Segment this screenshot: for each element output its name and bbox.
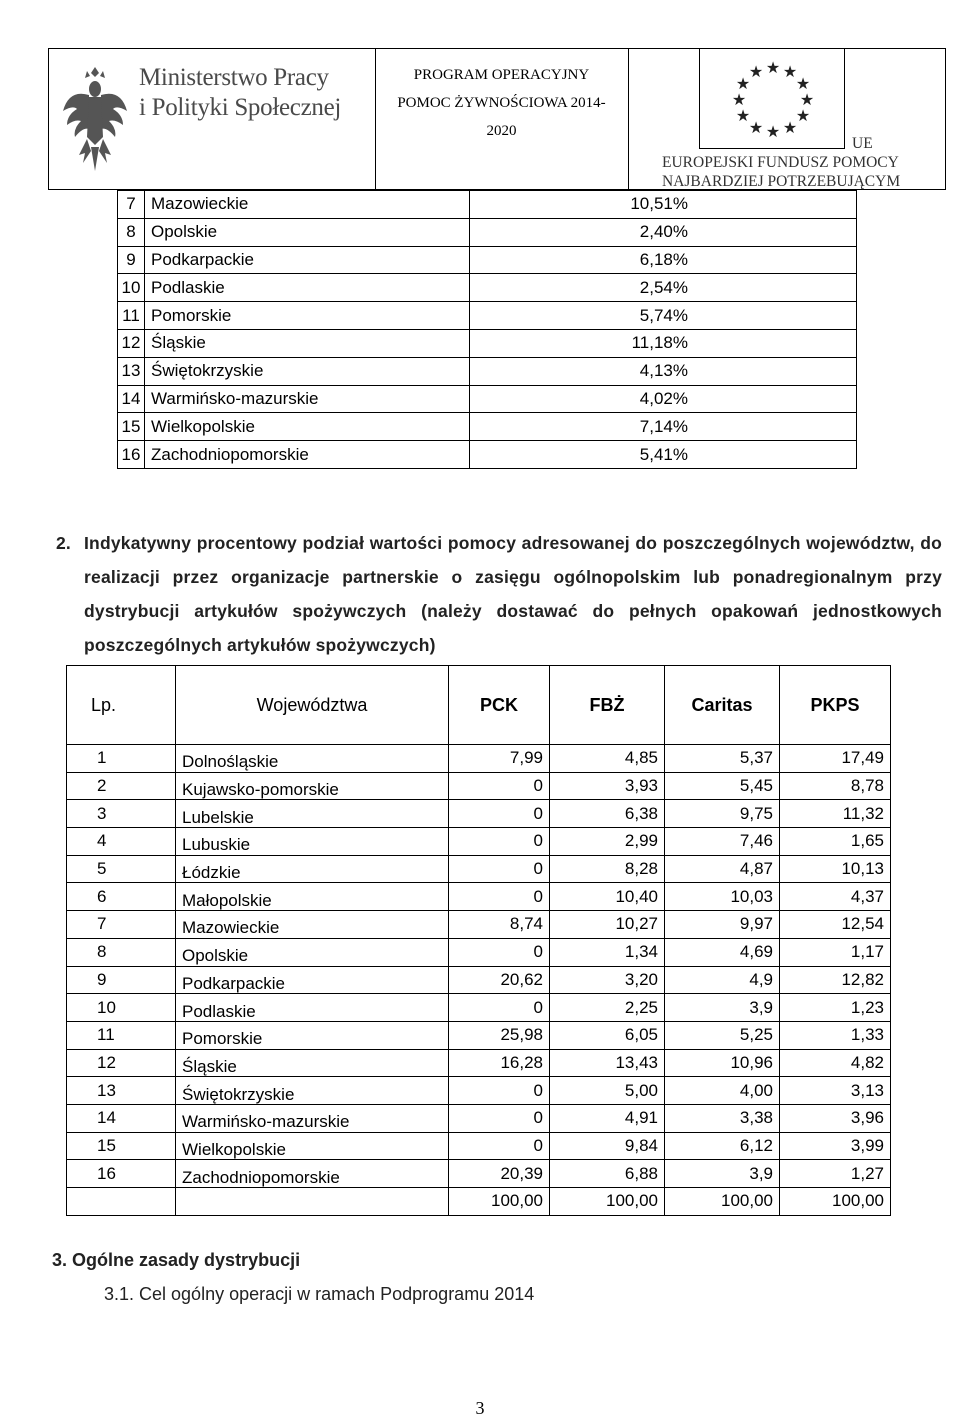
- col-header-region: Województwa: [176, 666, 449, 745]
- row-number: 13: [118, 357, 145, 385]
- value-caritas: 9,97: [665, 911, 780, 939]
- row-number: 12: [118, 329, 145, 357]
- value-pkps: 3,96: [780, 1104, 891, 1132]
- table-regions-percent: [117, 190, 857, 469]
- section-2-number: 2.: [56, 533, 71, 553]
- region-name-text: Małopolskie: [182, 890, 272, 910]
- table-row: [67, 828, 891, 856]
- region-name: Warmińsko-mazurskie: [145, 385, 470, 413]
- value-pkps: 10,13: [780, 855, 891, 883]
- col-header-fbz: FBŻ: [550, 666, 665, 745]
- region-name: [176, 1160, 449, 1188]
- value-fbz: 6,05: [550, 1021, 665, 1049]
- table-row: [67, 994, 891, 1022]
- table-row: [67, 1104, 891, 1132]
- region-name-text: Kujawsko-pomorskie: [182, 780, 339, 800]
- region-name-text: Śląskie: [182, 1056, 237, 1076]
- table-row: [67, 800, 891, 828]
- value-pkps: 4,82: [780, 1049, 891, 1077]
- value-pkps: 17,49: [780, 745, 891, 773]
- region-name: Wielkopolskie: [145, 413, 470, 441]
- table-row: [118, 274, 857, 302]
- row-number: 4: [67, 828, 176, 856]
- region-name-text: Pomorskie: [182, 1029, 263, 1049]
- total-pck: 100,00: [449, 1188, 550, 1216]
- svg-text:★: ★: [735, 74, 751, 93]
- region-name: [176, 772, 449, 800]
- row-number: 10: [118, 274, 145, 302]
- ministry-name: [139, 63, 341, 123]
- section-2-text: Indykatywny procentowy podział wartości pomocy adresowanej do poszczególnych województw, do realizacji przez organizacje partnerskie o zasięgu ogólnopolskim lub ponadregionalnym przy dystrybucji artykułów spożywczych (należy dostawać do pełnych opakowań jednostkowych poszczególnych artykułów spożywczych): [84, 533, 942, 655]
- value-caritas: 7,46: [665, 828, 780, 856]
- value-pkps: 1,33: [780, 1021, 891, 1049]
- region-name: Opolskie: [145, 218, 470, 246]
- value-caritas: 10,96: [665, 1049, 780, 1077]
- value-pck: 0: [449, 938, 550, 966]
- table-row: [118, 357, 857, 385]
- row-number: 11: [67, 1021, 176, 1049]
- svg-text:★: ★: [748, 118, 764, 137]
- table-row: [67, 745, 891, 773]
- value-pkps: 1,65: [780, 828, 891, 856]
- value-pck: 20,62: [449, 966, 550, 994]
- row-number: 2: [67, 772, 176, 800]
- row-number: 16: [67, 1160, 176, 1188]
- value-fbz: 6,38: [550, 800, 665, 828]
- region-percent: 7,14%: [470, 413, 857, 441]
- region-name-text: Dolnośląskie: [182, 752, 279, 772]
- region-percent: 5,74%: [470, 302, 857, 330]
- svg-text:★: ★: [795, 74, 811, 93]
- value-pkps: 11,32: [780, 800, 891, 828]
- table-row: [67, 1077, 891, 1105]
- totals-empty-region: [176, 1188, 449, 1216]
- svg-text:★: ★: [795, 106, 811, 125]
- value-caritas: 6,12: [665, 1132, 780, 1160]
- table-row: [67, 938, 891, 966]
- value-caritas: 4,9: [665, 966, 780, 994]
- svg-text:★: ★: [782, 62, 798, 81]
- value-caritas: 4,00: [665, 1077, 780, 1105]
- total-fbz: 100,00: [550, 1188, 665, 1216]
- value-caritas: 10,03: [665, 883, 780, 911]
- region-name-text: Mazowieckie: [182, 918, 280, 938]
- program-line-1: PROGRAM OPERACYJNY: [413, 67, 590, 83]
- value-pkps: 12,54: [780, 911, 891, 939]
- region-name: [176, 1021, 449, 1049]
- row-number: 8: [118, 218, 145, 246]
- region-percent: 11,18%: [470, 329, 857, 357]
- region-name: [176, 938, 449, 966]
- value-fbz: 3,93: [550, 772, 665, 800]
- table-header: [67, 666, 891, 745]
- value-caritas: 5,45: [665, 772, 780, 800]
- region-percent: 2,54%: [470, 274, 857, 302]
- value-caritas: 5,37: [665, 745, 780, 773]
- polish-eagle-icon: [59, 59, 131, 177]
- row-number: 8: [67, 938, 176, 966]
- value-pkps: 1,27: [780, 1160, 891, 1188]
- table-header-row: [67, 666, 891, 745]
- region-percent: 2,40%: [470, 218, 857, 246]
- value-caritas: 9,75: [665, 800, 780, 828]
- table-row: [67, 855, 891, 883]
- value-fbz: 1,34: [550, 938, 665, 966]
- value-pck: 0: [449, 1132, 550, 1160]
- region-name: [176, 828, 449, 856]
- section-2-paragraph: [56, 526, 942, 662]
- region-percent: 4,13%: [470, 357, 857, 385]
- region-name: Podlaskie: [145, 274, 470, 302]
- value-pck: 0: [449, 1077, 550, 1105]
- region-name: [176, 855, 449, 883]
- table-row: [118, 441, 857, 469]
- value-caritas: 3,9: [665, 1160, 780, 1188]
- eu-fund-text: [662, 134, 900, 191]
- region-name: [176, 800, 449, 828]
- table-row: [67, 883, 891, 911]
- value-pkps: 8,78: [780, 772, 891, 800]
- row-number: 3: [67, 800, 176, 828]
- totals-row: [67, 1188, 891, 1216]
- value-fbz: 2,99: [550, 828, 665, 856]
- table-row: [67, 1021, 891, 1049]
- value-fbz: 6,88: [550, 1160, 665, 1188]
- value-pkps: 1,23: [780, 994, 891, 1022]
- total-caritas: 100,00: [665, 1188, 780, 1216]
- value-pck: 0: [449, 994, 550, 1022]
- ministry-line-1: Ministerstwo Pracy: [139, 64, 329, 91]
- region-name: [176, 1077, 449, 1105]
- total-pkps: 100,00: [780, 1188, 891, 1216]
- col-header-caritas: Caritas: [665, 666, 780, 745]
- value-pck: 0: [449, 828, 550, 856]
- program-line-3: 2020: [486, 123, 517, 139]
- svg-text:★: ★: [765, 58, 781, 77]
- value-pkps: 12,82: [780, 966, 891, 994]
- value-fbz: 3,20: [550, 966, 665, 994]
- table-row: [67, 966, 891, 994]
- region-name: [176, 1049, 449, 1077]
- region-percent: 6,18%: [470, 246, 857, 274]
- value-pkps: 3,99: [780, 1132, 891, 1160]
- region-name-text: Podlaskie: [182, 1001, 256, 1021]
- row-number: 9: [118, 246, 145, 274]
- value-pkps: 4,37: [780, 883, 891, 911]
- region-name: [176, 1104, 449, 1132]
- row-number: 16: [118, 441, 145, 469]
- value-pck: 20,39: [449, 1160, 550, 1188]
- region-name-text: Lubelskie: [182, 807, 254, 827]
- table-row: [118, 246, 857, 274]
- region-name: Zachodniopomorskie: [145, 441, 470, 469]
- value-fbz: 8,28: [550, 855, 665, 883]
- col-header-pkps: PKPS: [780, 666, 891, 745]
- table-row: [118, 385, 857, 413]
- value-pck: 0: [449, 800, 550, 828]
- table-regions-percent-body: [118, 191, 857, 469]
- table-row: [118, 218, 857, 246]
- region-name: [176, 966, 449, 994]
- program-line-2: POMOC ŻYWNOŚCIOWA 2014-: [397, 95, 606, 111]
- value-caritas: 4,87: [665, 855, 780, 883]
- value-pck: 0: [449, 1104, 550, 1132]
- value-fbz: 10,27: [550, 911, 665, 939]
- region-name: [176, 994, 449, 1022]
- row-number: 11: [118, 302, 145, 330]
- table-row: [118, 329, 857, 357]
- region-name-text: Łódzkie: [182, 863, 241, 883]
- col-header-pck: PCK: [449, 666, 550, 745]
- value-pkps: 1,17: [780, 938, 891, 966]
- row-number: 7: [67, 911, 176, 939]
- region-name-text: Lubuskie: [182, 835, 251, 855]
- value-pck: 25,98: [449, 1021, 550, 1049]
- value-pck: 0: [449, 883, 550, 911]
- value-pck: 0: [449, 772, 550, 800]
- ministry-logo-cell: [49, 49, 376, 189]
- region-name: Podkarpackie: [145, 246, 470, 274]
- value-caritas: 4,69: [665, 938, 780, 966]
- region-name: Mazowieckie: [145, 191, 470, 219]
- region-percent: 4,02%: [470, 385, 857, 413]
- totals-empty-lp: [67, 1188, 176, 1216]
- table-row: [67, 772, 891, 800]
- table-row: [118, 413, 857, 441]
- value-caritas: 3,38: [665, 1104, 780, 1132]
- row-number: 7: [118, 191, 145, 219]
- row-number: 13: [67, 1077, 176, 1105]
- region-name-text: Zachodniopomorskie: [182, 1167, 340, 1187]
- value-caritas: 3,9: [665, 994, 780, 1022]
- row-number: 12: [67, 1049, 176, 1077]
- region-name: [176, 745, 449, 773]
- row-number: 5: [67, 855, 176, 883]
- table-row: [118, 191, 857, 219]
- table-row: [67, 1160, 891, 1188]
- region-name: Świętokrzyskie: [145, 357, 470, 385]
- region-name-text: Opolskie: [182, 946, 249, 966]
- table-organizations-distribution: [66, 665, 891, 1216]
- region-name: Śląskie: [145, 329, 470, 357]
- program-title-cell: [375, 49, 629, 189]
- row-number: 9: [67, 966, 176, 994]
- table-row: [67, 911, 891, 939]
- region-percent: 5,41%: [470, 441, 857, 469]
- value-fbz: 4,91: [550, 1104, 665, 1132]
- eu-line-3: NAJBARDZIEJ POTRZEBUJĄCYM: [662, 173, 901, 190]
- ministry-line-2: i Polityki Społecznej: [139, 94, 342, 121]
- table-row: [118, 302, 857, 330]
- region-name: [176, 911, 449, 939]
- value-fbz: 13,43: [550, 1049, 665, 1077]
- value-fbz: 10,40: [550, 883, 665, 911]
- value-pck: 8,74: [449, 911, 550, 939]
- row-number: 15: [118, 413, 145, 441]
- region-name-text: Warmińsko-mazurskie: [182, 1112, 350, 1132]
- value-caritas: 5,25: [665, 1021, 780, 1049]
- svg-text:★: ★: [731, 90, 747, 109]
- region-percent: 10,51%: [470, 191, 857, 219]
- svg-text:★: ★: [799, 90, 815, 109]
- svg-text:★: ★: [765, 122, 781, 141]
- region-name: Pomorskie: [145, 302, 470, 330]
- table-totals: [67, 1188, 891, 1216]
- region-name: [176, 883, 449, 911]
- row-number: 1: [67, 745, 176, 773]
- region-name-text: Wielkopolskie: [182, 1139, 286, 1159]
- row-number: 6: [67, 883, 176, 911]
- value-fbz: 9,84: [550, 1132, 665, 1160]
- svg-text:★: ★: [735, 106, 751, 125]
- row-number: 14: [67, 1104, 176, 1132]
- value-pck: 16,28: [449, 1049, 550, 1077]
- row-number: 14: [118, 385, 145, 413]
- row-number: 15: [67, 1132, 176, 1160]
- value-pkps: 3,13: [780, 1077, 891, 1105]
- svg-text:★: ★: [748, 62, 764, 81]
- region-name-text: Podkarpackie: [182, 973, 286, 993]
- eu-line-1: UE: [852, 135, 873, 152]
- region-name-text: Świętokrzyskie: [182, 1084, 295, 1104]
- row-number: 10: [67, 994, 176, 1022]
- section-3-heading: 3. Ogólne zasady dystrybucji: [52, 1250, 301, 1270]
- table-row: [67, 1132, 891, 1160]
- section-3-1-subheading: 3.1. Cel ogólny operacji w ramach Podprogramu 2014: [104, 1284, 535, 1304]
- value-pck: 0: [449, 855, 550, 883]
- table-organizations-body: [67, 745, 891, 1188]
- value-fbz: 4,85: [550, 745, 665, 773]
- value-fbz: 5,00: [550, 1077, 665, 1105]
- col-header-lp: Lp.: [67, 666, 176, 745]
- page-number: 3: [475, 1398, 485, 1418]
- svg-text:★: ★: [782, 118, 798, 137]
- eu-line-2: EUROPEJSKI FUNDUSZ POMOCY: [662, 154, 899, 171]
- region-name: [176, 1132, 449, 1160]
- value-fbz: 2,25: [550, 994, 665, 1022]
- value-pck: 7,99: [449, 745, 550, 773]
- table-row: [67, 1049, 891, 1077]
